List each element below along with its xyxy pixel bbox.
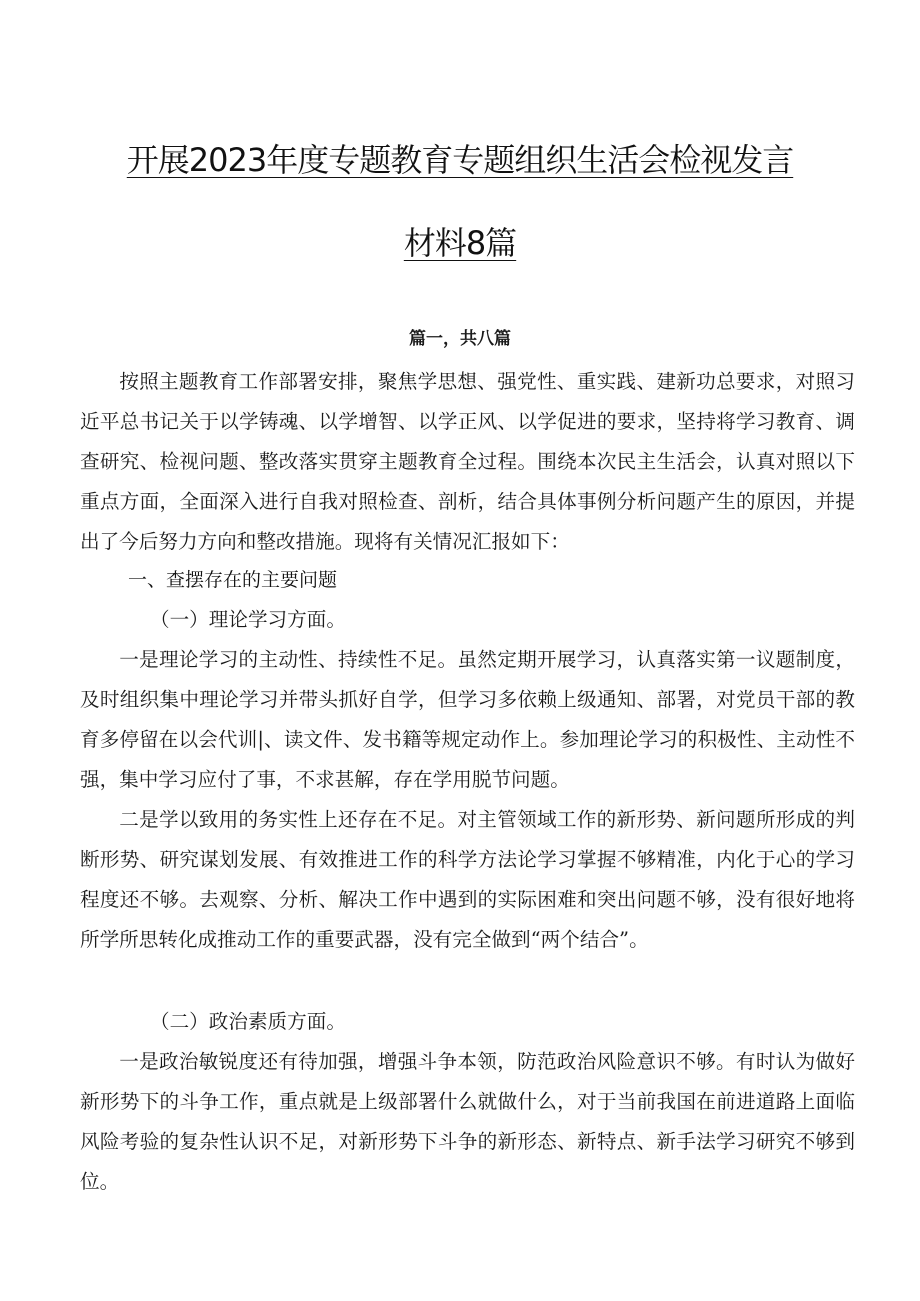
paragraph: 一是政治敏锐度还有待加强，增强斗争本领，防范政治风险意识不够。有时认为做好新形势下的斗争工作，重点就是上级部署什么就做什么，对于当前我国在前进道路上面临风险考验的复杂性认识不足，对新形势下斗争的新形态、新特点、新手法学习研究不够到位。 <box>80 1050 855 1193</box>
politics-block-1 <box>80 1042 855 1202</box>
theory-block-1 <box>80 640 855 800</box>
intro-block <box>80 362 855 562</box>
theory-block-2 <box>80 800 855 960</box>
document-title-line2: 材料8篇 <box>403 224 517 262</box>
intro-paragraph: 按照主题教育工作部署安排，聚焦学思想、强党性、重实践、建新功总要求，对照习近平总书记关于以学铸魂、以学增智、以学正风、以学促进的要求，坚持将学习教育、调查研究、检视问题、整改落实贯穿主题教育全过程。围绕本次民主生活会，认真对照以下重点方面，全面深入进行自我对照检查、剖析，结合具体事例分析问题产生的原因，并提出了今后努力方向和整改措施。现将有关情况汇报如下： <box>80 370 855 553</box>
document-title-line1: 开展2023年度专题教育专题组织生活会检视发言 <box>126 141 794 179</box>
paragraph: 一是理论学习的主动性、持续性不足。虽然定期开展学习，认真落实第一议题制度，及时组织集中理论学习并带头抓好自学，但学习多依赖上级通知、部署，对党员干部的教育多停留在以会代训|、读文件、发书籍等规定动作上。参加理论学习的积极性、主动性不强，集中学习应付了事，不求甚解，存在学用脱节问题。 <box>80 648 855 791</box>
document-subtitle: 篇一，共八篇 <box>409 329 511 349</box>
subsection-heading-theory: （一）理论学习方面。 <box>150 608 346 631</box>
paragraph: 二是学以致用的务实性上还存在不足。对主管领域工作的新形势、新问题所形成的判断形势、研究谋划发展、有效推进工作的科学方法论学习掌握不够精准，内化于心的学习程度还不够。去观察、分析、解决工作中遇到的实际困难和突出问题不够，没有很好地将所学所思转化成推动工作的重要武器，没有完全做到“两个结合”。 <box>80 808 855 951</box>
subsection-heading-politics: （二）政治素质方面。 <box>150 1010 346 1033</box>
section-heading: 一、查摆存在的主要问题 <box>128 569 338 591</box>
